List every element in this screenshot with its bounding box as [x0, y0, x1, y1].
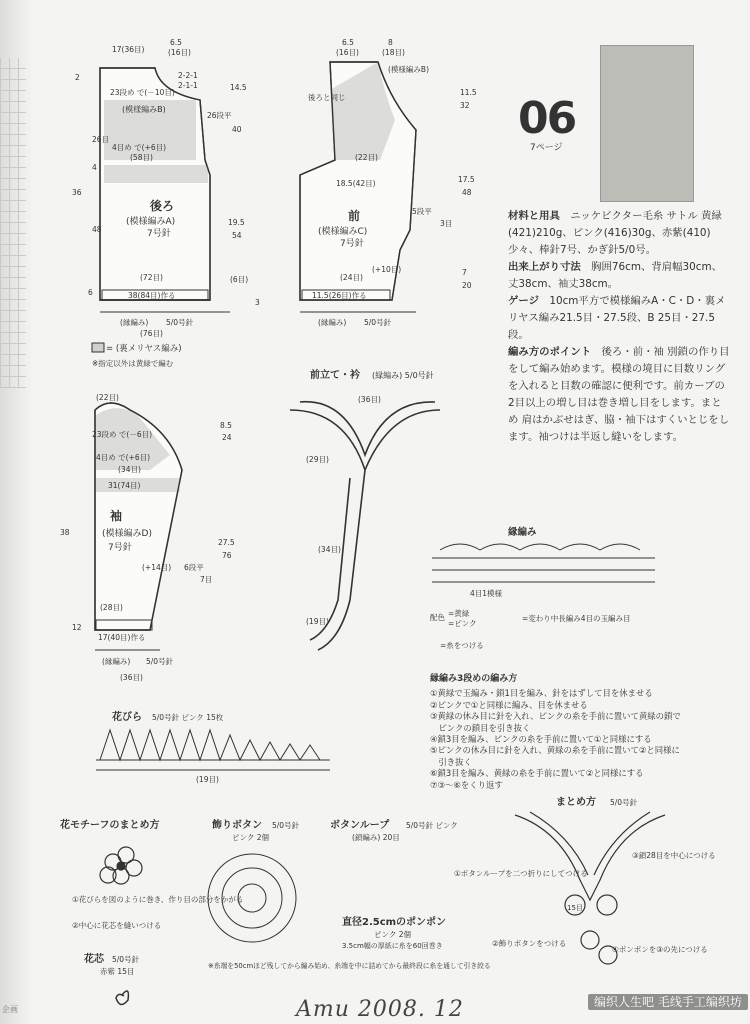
front-side-3: 3目 [440, 219, 453, 228]
back-rows-4: 4 [92, 163, 97, 172]
sleeve-h-76: 76 [222, 551, 232, 560]
sleeve-h-12: 12 [72, 623, 82, 632]
edging-legend-label: 配色 [430, 613, 445, 622]
back-cast-on: 38(84目)作る [128, 291, 176, 300]
pompom-title: 直径2.5cmのポンポン [342, 917, 447, 928]
sleeve-edge-needle: 5/0号針 [146, 657, 174, 666]
back-pattern: (模様編みA) [126, 217, 176, 227]
front-neck-w: 8 [388, 38, 393, 47]
front-neck-st: (18目) [382, 48, 405, 57]
back-h-6: 6 [88, 288, 93, 297]
edging-title: 縁編み [508, 527, 537, 538]
loop-title: ボタンループ [330, 820, 390, 831]
magazine-logo: Amu 2008. 12 [296, 997, 464, 1022]
sleeve-h-38: 38 [60, 528, 70, 537]
back-h-2: 2 [75, 73, 80, 82]
front-pattern: (模様編みC) [318, 227, 368, 237]
motif-note1: ①花びらを図のように巻き、作り目の部分をかがる [72, 895, 244, 904]
sleeve-h-24: 24 [222, 433, 232, 442]
loop-chain: (鎖編み) 20目 [352, 833, 400, 842]
materials-text [508, 208, 730, 446]
front-h-48: 48 [462, 188, 472, 197]
front-inc-10: (+10目) [372, 265, 402, 274]
assembly-note4: ④ポンポンを③の先につける [612, 945, 708, 954]
assembly-note2: ②飾りボタンをつける [492, 939, 567, 948]
neckband-st-19: (19目) [306, 617, 329, 626]
sleeve-inc-14: (+14目) [142, 563, 172, 572]
neckband-st-34: (34目) [318, 545, 341, 554]
sleeve-needle: 7号針 [108, 543, 132, 553]
materials-line: 材料と用具 ニッケビクター毛糸 サトル 黄緑(421)210g、ピンク(416)30g、赤紫(410)少々、棒針7号、かぎ針5/0号。 [508, 210, 722, 256]
step-item: ⑤ピンクの休み目に針を入れ、黄緑の糸を手前に置いて②と同様に [430, 745, 680, 756]
assembly-note1: ①ボタンループを二つ折りにしてつける [454, 869, 588, 878]
assembly-title: まとめ方 [556, 797, 596, 808]
front-b-pattern: (模様編みB) [388, 65, 429, 74]
front-edge: (縁編み) [318, 318, 347, 327]
neckband-st-29: (29目) [306, 455, 329, 464]
sleeve-side-7: 7目 [200, 575, 213, 584]
back-needle: 7号針 [147, 229, 171, 239]
sleeve-bottom: (36目) [120, 673, 143, 682]
neckband-outline [290, 402, 440, 650]
legend-reverse-stockinette: = (裏メリヤス編み) [106, 344, 182, 354]
back-h-145: 14.5 [230, 83, 247, 92]
sleeve-side-6: 6段平 [184, 563, 204, 572]
sleeve-h-85: 8.5 [220, 421, 232, 430]
front-shoulder-w: 6.5 [342, 38, 354, 47]
back-rows-26: 26目 [92, 135, 110, 144]
front-st-24: (24目) [340, 273, 363, 282]
back-edge: (縁編み) [120, 318, 149, 327]
edging-steps [430, 674, 730, 791]
neckband-st-36: (36目) [358, 395, 381, 404]
back-band-shade [104, 165, 208, 183]
button-sub: 5/0号針 [272, 821, 300, 830]
edge-text: 企画 [2, 1005, 18, 1014]
back-st-58: (58目) [130, 153, 153, 162]
neckband-sub: (縁編み) 5/0号針 [372, 371, 434, 380]
front-h-7: 7 [462, 268, 467, 277]
sleeve-pattern: (模様編みD) [102, 529, 152, 539]
petal-sub: 5/0号針 ピンク 15枚 [152, 713, 224, 722]
back-h-40: 40 [232, 125, 242, 134]
sleeve-edge: (縁編み) [102, 657, 131, 666]
steps-title: 縁編み3段めの編み方 [430, 674, 518, 684]
page-ref: 7ページ [530, 143, 563, 153]
front-h-115: 11.5 [460, 88, 477, 97]
back-shoulder-st: (16目) [168, 48, 191, 57]
step-item: ⑥鎖3目を編み、黄緑の糸を手前に置いて②と同様にする [430, 768, 644, 779]
legend-swatch [92, 343, 104, 352]
motif-title: 花モチーフのまとめ方 [60, 820, 160, 831]
step-item: ⑦③〜⑥をくり返す [430, 779, 503, 790]
points-line: 編み方のポイント 後ろ・前・袖 別鎖の作り目をして編み始めます。模様の境目に目数リングを入れると目数の確認に便利です。前カーブの2目以上の増し目は巻き増し目をします。まとめ 肩はかぶせはぎ、脇・袖下はすくいとじをします。袖つけは半返し縫いをします。 [508, 346, 730, 443]
sleeve-st-40: 17(40目)作る [98, 633, 146, 642]
front-w-185: 18.5(42目) [336, 179, 376, 188]
sleeve-rows-23: 23段め で(－6目) [92, 430, 153, 439]
front-h-175: 17.5 [458, 175, 475, 184]
back-rows-2-1: 2-2-1 [178, 71, 198, 80]
petal-chart [96, 730, 330, 770]
flower-motif [100, 847, 142, 884]
back-st-72: (72目) [140, 273, 163, 282]
back-dec-4: 4目め で(+6目) [112, 143, 167, 152]
gauge-line: ゲージ 10cm平方で模様編みA・C・D・裏メリヤス編み21.5目・27.5段、B 25目・27.5段。 [508, 295, 726, 341]
center-sub: 5/0号針 [112, 955, 140, 964]
sleeve-h-275: 27.5 [218, 538, 235, 547]
edging-legend-join: =糸をつける [440, 641, 484, 650]
button-color: ピンク 2個 [232, 833, 270, 842]
button-note: ※糸端を50cmほど残してから編み始め、糸端を中に詰めてから最終段に糸を通して引き絞る [208, 962, 491, 970]
assembly-st-15: 15目 [567, 904, 583, 912]
pattern-number: 06 [518, 93, 576, 144]
back-inc-6: (6目) [230, 275, 249, 284]
sleeve-st-34: (34目) [118, 465, 141, 474]
edging-start: 4目1模様 [470, 589, 503, 598]
back-edge-needle: 5/0号針 [166, 318, 194, 327]
edging-legend-special: =変わり中長編み4目の玉編み目 [522, 614, 631, 623]
back-h-54: 54 [232, 231, 242, 240]
neckband-title: 前立て・衿 [310, 370, 360, 381]
sleeve-dec-4: 4目め で(+6目) [96, 453, 151, 462]
edging-chart [432, 544, 655, 582]
sleeve-st-28: (28目) [100, 603, 123, 612]
back-top-width: 17(36目) [112, 45, 145, 54]
back-h-195: 19.5 [228, 218, 245, 227]
size-line: 出来上がり寸法 胸囲76cm、背肩幅30cm、丈38cm、袖丈38cm。 [508, 261, 722, 290]
front-st-22: (22目) [355, 153, 378, 162]
back-rows-2-2: 2-1-1 [178, 81, 198, 90]
center-spiral-icon [116, 991, 128, 1005]
back-title: 後ろ [150, 199, 175, 213]
front-shoulder-st: (16目) [336, 48, 359, 57]
front-h-20: 20 [462, 281, 472, 290]
petal-st-19: (19目) [196, 775, 219, 784]
motif-note2: ②中心に花芯を縫いつける [72, 921, 162, 930]
back-h-48: 48 [92, 225, 102, 234]
back-h-3: 3 [255, 298, 260, 307]
loop-sub: 5/0号針 ピンク [406, 821, 458, 830]
center-color: 赤紫 15目 [100, 967, 135, 976]
back-b-pattern: (模様編みB) [122, 105, 166, 114]
front-side-5: 5段平 [412, 207, 432, 216]
step-item: ピンクの鎖目を引き抜く [430, 722, 531, 733]
front-needle: 7号針 [340, 239, 364, 249]
button-title: 飾りボタン [212, 820, 262, 831]
sleeve-title: 袖 [110, 509, 123, 523]
edging-legend-yg: =黄緑 [448, 609, 470, 618]
pompom-note: 3.5cm幅の厚紙に糸を60回巻き [342, 942, 443, 950]
step-item: ③黄緑の休み目に針を入れ、ピンクの糸を手前に置いて黄緑の鎖で [430, 711, 681, 722]
model-photo [600, 45, 694, 202]
assembly-note3: ③鎖28目を中心につける [632, 851, 716, 860]
front-title: 前 [348, 209, 361, 223]
step-item: 引き抜く [430, 756, 472, 767]
front-h-32: 32 [460, 101, 470, 110]
back-shoulder-w: 6.5 [170, 38, 182, 47]
step-item: ④鎖3目を編み、ピンクの糸を手前に置いて①と同様にする [430, 734, 652, 745]
front-label-ushiro: 後ろと同じ [308, 93, 346, 102]
back-bottom: (76目) [140, 329, 163, 338]
back-rows-23: 23段め で(－10目) [110, 88, 175, 97]
back-h-36: 36 [72, 188, 82, 197]
pompom-color: ピンク 2個 [374, 930, 412, 939]
front-edge-needle: 5/0号針 [364, 318, 392, 327]
back-rows-261: 26段平 [207, 111, 232, 120]
watermark: 编织人生吧 毛线手工编织坊 [588, 994, 748, 1010]
front-cast-on: 11.5(26目)作る [312, 291, 367, 300]
sleeve-st-22: (22目) [96, 393, 119, 402]
sleeve-w-31: 31(74目) [108, 481, 141, 490]
legend-note: ※指定以外は黄緑で編む [92, 359, 174, 368]
center-title: 花芯 [84, 954, 104, 965]
step-item: ②ピンクで①と同様に編み、目を休ませる [430, 699, 588, 710]
step-item: ①黄緑で玉編み・鎖1目を編み、針をはずして目を休ませる [430, 688, 653, 699]
assembly-sub: 5/0号針 [610, 798, 638, 807]
edging-legend-pk: =ピンク [448, 619, 477, 628]
petal-title: 花びら [112, 712, 142, 723]
